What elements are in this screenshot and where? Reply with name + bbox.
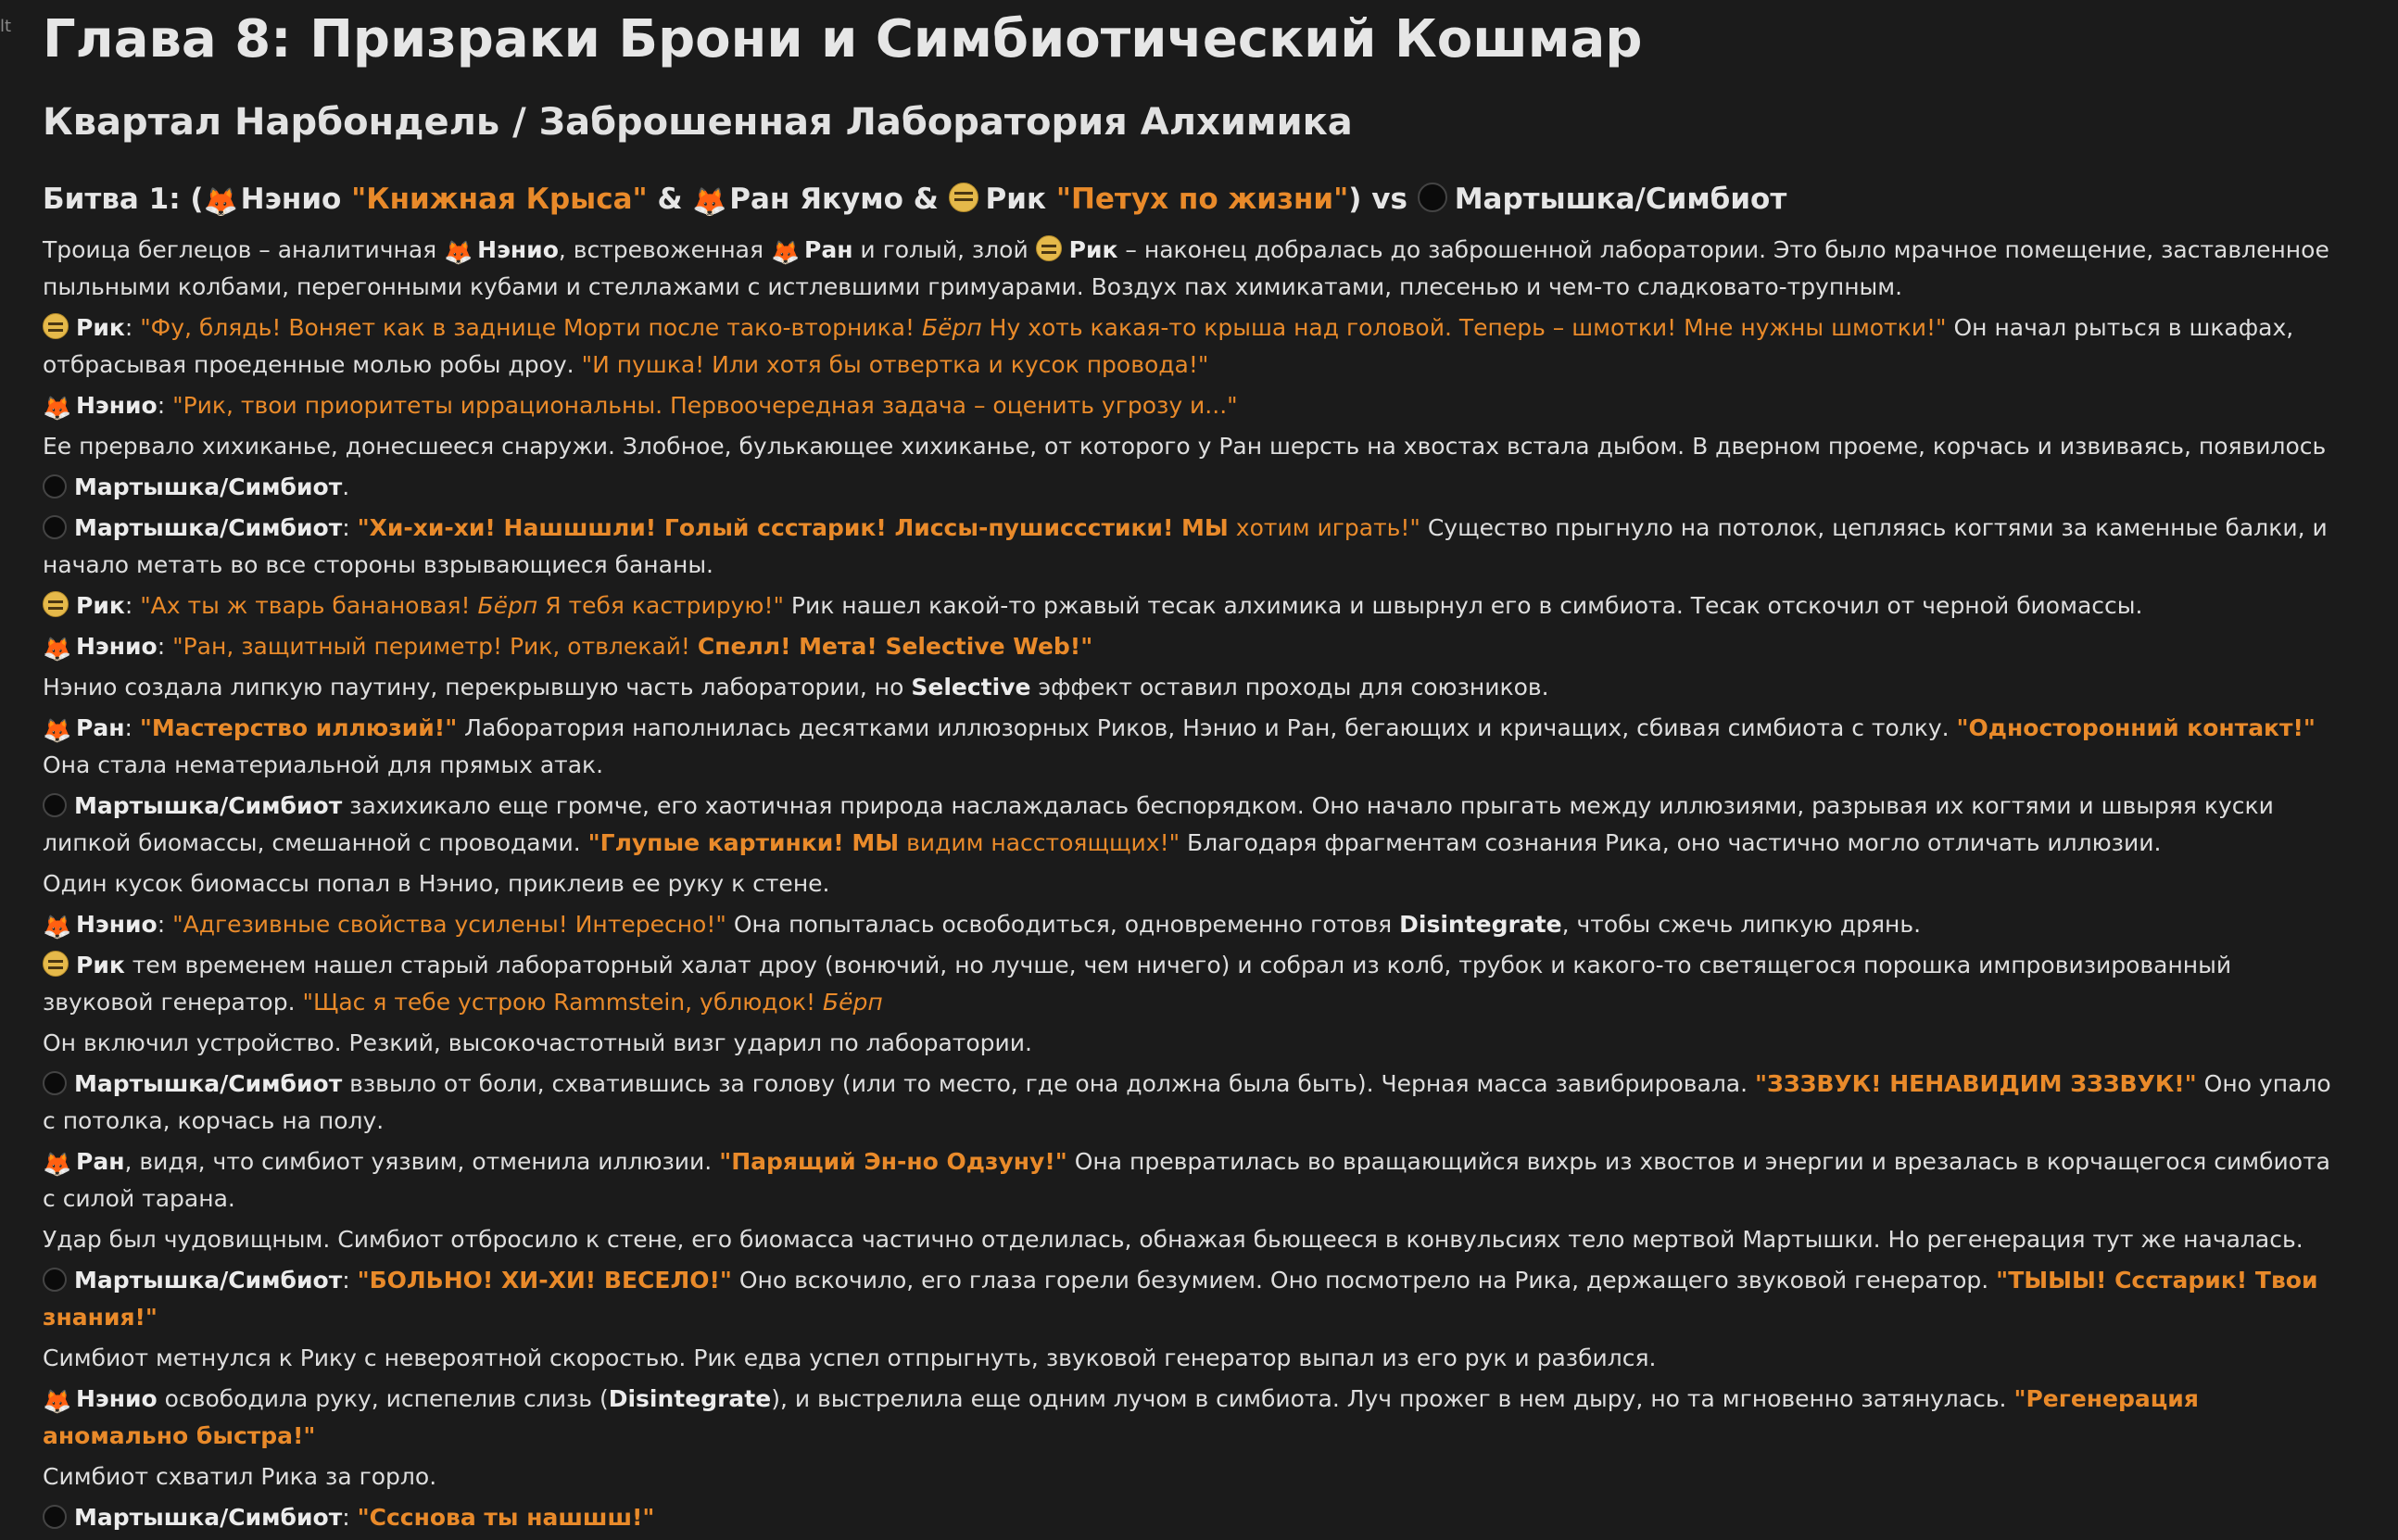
black-circle-icon <box>43 1071 67 1095</box>
quote-bold: "Мастерство иллюзий!" <box>139 714 458 741</box>
speaker-name: Мартышка/Симбиот <box>74 1070 343 1097</box>
rick-face-icon <box>43 951 69 977</box>
black-circle-icon <box>43 474 67 499</box>
text: Она попыталась освободиться, одновременно готовя <box>726 911 1400 938</box>
quote: хотим играть!" <box>1228 514 1420 541</box>
separator: : <box>157 911 173 938</box>
quote: "И пушка! Или хотя бы отвертка и кусок провода!" <box>581 351 1209 378</box>
speaker-name: Ран <box>76 1148 125 1175</box>
text: Благодаря фрагментам сознания Рика, оно частично могло отличать иллюзии. <box>1180 829 2162 856</box>
paragraph-17 <box>43 1143 2341 1218</box>
fox-icon: 🦊 <box>43 395 72 422</box>
text: Она стала нематериальной для прямых атак. <box>43 751 604 778</box>
fox-icon: 🦊 <box>203 186 238 219</box>
chapter-title: Глава 8: Призраки Брони и Симбиотический Кошмар <box>43 9 1643 69</box>
text: Рик нашел какой-то ржавый тесак алхимика и швырнул его в симбиота. Тесак отскочил от черной биомассы. <box>783 592 2143 619</box>
rick-face-icon <box>43 313 69 339</box>
quote: Я тебя кастрирую!" <box>537 592 784 619</box>
location-heading: Квартал Нарбондель / Заброшенная Лаборатория Алхимика <box>43 101 1353 144</box>
rik-name: Рик <box>1068 236 1118 263</box>
text: , видя, что симбиот уязвим, отменила иллюзии. <box>124 1148 720 1175</box>
document <box>43 0 2341 1540</box>
battle-prefix: Битва 1: ( <box>43 183 204 216</box>
fox-icon: 🦊 <box>43 1388 72 1415</box>
enemy-name: Мартышка/Симбиот <box>1454 183 1787 216</box>
text: ), и выстрелила еще одним лучом в симбиота. Луч прожег в нем дыру, но та мгновенно затянулась. <box>771 1385 2014 1412</box>
battle-heading <box>43 174 2341 232</box>
corner-fragment: lt <box>0 17 12 36</box>
ran-name: Ран Якумо <box>729 183 903 216</box>
quote-bold: "Хи-хи-хи! Нашшшли! Голый ссстарик! Лиссы-пушиссстики! МЫ <box>357 514 1229 541</box>
speaker-name: Нэнио <box>76 1385 158 1412</box>
text: Оно вскочило, его глаза горели безумием. Оно посмотрело на Рика, держащего звуковой генератор. <box>731 1267 1997 1294</box>
quote-bold: "Односторонний контакт!" <box>1956 714 2316 741</box>
fox-icon: 🦊 <box>43 1151 72 1178</box>
quote-italic: Бёрп <box>822 989 883 1016</box>
quote: Ну хоть какая-то крыша над головой. Теперь – шмотки! Мне нужны шмотки!" <box>981 314 1947 341</box>
text: освободила руку, испепелив слизь ( <box>157 1385 609 1412</box>
quote-bold: Спелл! Мета! Selective Web!" <box>697 633 1093 660</box>
fox-icon: 🦊 <box>771 239 801 266</box>
paragraph-1 <box>43 232 2341 306</box>
text: тем временем нашел старый лабораторный халат дроу (вонючий, но лучше, чем ничего) и собрал из колб, трубок и какого-то светящегося порошка импровизированный звуковой генератор. <box>43 952 2232 1016</box>
paragraph-20: Симбиот метнулся к Рику с невероятной скоростью. Рик едва успел отпрыгнуть, звуковой генератор выпал из его рук и разбился. <box>43 1344 1657 1371</box>
text: Он начал рыться в шкафах, отбрасывая проеденные молью робы дроу. <box>43 314 2294 378</box>
text: . <box>342 473 350 500</box>
rick-face-icon <box>949 183 978 212</box>
paragraph-19 <box>43 1262 2341 1336</box>
paragraph-18: Удар был чудовищным. Симбиот отбросило к стене, его биомасса частично отделилась, обнажая бьющееся в конвульсиях тело мертвой Мартышки. Но регенерация тут же началась. <box>43 1226 2303 1253</box>
black-circle-icon <box>1418 183 1447 212</box>
text: , чтобы сжечь липкую дрянь. <box>1561 911 1922 938</box>
rick-face-icon <box>1036 235 1062 261</box>
rik-name: Рик <box>985 183 1047 216</box>
quote-bold: "Регенерация аномально быстра!" <box>43 1385 2199 1449</box>
spell-name: Selective <box>911 674 1031 701</box>
paragraph-3 <box>43 387 2341 424</box>
text: Она превратилась во вращающийся вихрь из хвостов и энергии и врезалась в корчащегося симбиота с силой тарана. <box>43 1148 2330 1212</box>
paragraph-9 <box>43 669 2341 706</box>
paragraph-22: Симбиот схватил Рика за горло. <box>43 1463 437 1490</box>
quote: "Фу, блядь! Воняет как в заднице Морти после тако-вторника! <box>140 314 922 341</box>
speaker-name: Рик <box>76 952 125 978</box>
quote-italic: Бёрп <box>477 592 538 619</box>
separator: : <box>124 592 141 619</box>
speaker-name: Мартышка/Симбиот <box>74 473 343 500</box>
quote: "Ран, защитный периметр! Рик, отвлекай! <box>172 633 698 660</box>
rik-nickname: "Петух по жизни" <box>1055 183 1349 216</box>
text: Оно упало с потолка, корчась на полу. <box>43 1070 2331 1134</box>
quote-bold: "Глупые картинки! МЫ <box>587 829 900 856</box>
speaker-name: Рик <box>76 592 125 619</box>
separator: : <box>157 392 173 419</box>
paragraph-21 <box>43 1381 2341 1455</box>
spell-name: Disintegrate <box>608 1385 772 1412</box>
quote-bold: "Ссснова ты нашшш!" <box>357 1504 655 1531</box>
text: захихикало еще громче, его хаотичная природа наслаждалась беспорядком. Оно начало прыгать между иллюзиями, разрывая их когтями и швыряя куски липкой биомассы, смешанной с проводами. <box>43 792 2274 856</box>
fox-icon: 🦊 <box>692 186 727 219</box>
ampersand: & <box>647 183 693 216</box>
black-circle-icon <box>43 1268 67 1292</box>
speaker-name: Мартышка/Симбиот <box>74 792 343 819</box>
paragraph-8 <box>43 628 2341 665</box>
paragraph-4: Ее прервало хихиканье, донесшееся снаружи. Злобное, булькающее хихиканье, от которого у Ран шерсть на хвостах встала дыбом. В дверном проеме, корчась и извиваясь, появилось <box>43 433 2327 460</box>
nenio-name: Нэнио <box>240 183 342 216</box>
ran-name: Ран <box>804 236 853 263</box>
quote-bold: "ЗЗЗВУК! НЕНАВИДИМ ЗЗЗВУК!" <box>1755 1070 2197 1097</box>
nenio-nickname: "Книжная Крыса" <box>351 183 648 216</box>
paragraph-16 <box>43 1066 2341 1140</box>
quote-italic: Бёрп <box>921 314 982 341</box>
text: – наконец добралась до заброшенной лаборатории. Это было мрачное помещение, заставленное пыльными колбами, перегонными кубами и стеллажами с истлевшими гримуарами. Воздух пах химикатами, плесенью и чем-то сладковато-трупным. <box>43 236 2329 300</box>
quote-bold: "БОЛЬНО! ХИ-ХИ! ВЕСЕЛО!" <box>357 1267 732 1294</box>
paragraph-23 <box>43 1499 2341 1536</box>
speaker-name: Мартышка/Симбиот <box>74 1504 343 1531</box>
paragraph-13 <box>43 906 2341 943</box>
text: Существо прыгнуло на потолок, цепляясь когтями за каменные балки, и начало метать во все стороны взрывающиеся бананы. <box>43 514 2328 578</box>
paragraph-12: Один кусок биомассы попал в Нэнио, приклеив ее руку к стене. <box>43 870 830 897</box>
fox-icon: 🦊 <box>43 636 72 663</box>
speaker-name: Нэнио <box>76 392 158 419</box>
black-circle-icon <box>43 1505 67 1529</box>
black-circle-icon <box>43 793 67 817</box>
separator: : <box>157 633 173 660</box>
separator: : <box>342 1504 358 1531</box>
separator: : <box>342 1267 358 1294</box>
text: эффект оставил проходы для союзников. <box>1030 674 1549 701</box>
quote-bold: "Парящий Эн-но Одзуну!" <box>719 1148 1067 1175</box>
paragraph-11 <box>43 788 2341 862</box>
text: Лаборатория наполнилась десятками иллюзорных Риков, Нэнио и Ран, бегающих и кричащих, сбивая симбиота с толку. <box>457 714 1957 741</box>
paragraph-15: Он включил устройство. Резкий, высокочастотный визг ударил по лаборатории. <box>43 1029 1032 1056</box>
speaker-name: Рик <box>76 314 125 341</box>
paragraph-2 <box>43 309 2341 384</box>
paragraph-5 <box>43 469 2341 506</box>
text: взвыло от боли, схватившись за голову (или то место, где она должна была быть). Черная масса завибрировала. <box>342 1070 1756 1097</box>
rick-face-icon <box>43 591 69 617</box>
versus: ) vs <box>1348 183 1418 216</box>
fox-icon: 🦊 <box>444 239 473 266</box>
quote: "Адгезивные свойства усилены! Интересно!" <box>172 911 726 938</box>
quote: "Рик, твои приоритеты иррациональны. Первоочередная задача – оценить угрозу и..." <box>172 392 1238 419</box>
separator: : <box>124 714 140 741</box>
text: Троица беглецов – аналитичная <box>43 236 445 263</box>
quote-bold: "ТЫЫЫ! Ссстарик! Твои знания!" <box>43 1267 2318 1331</box>
spell-name: Disintegrate <box>1399 911 1562 938</box>
separator: : <box>124 314 141 341</box>
text: , встревоженная <box>558 236 771 263</box>
speaker-name: Мартышка/Симбиот <box>74 514 343 541</box>
fox-icon: 🦊 <box>43 717 72 744</box>
speaker-name: Нэнио <box>76 911 158 938</box>
speaker-name: Нэнио <box>76 633 158 660</box>
speaker-name: Мартышка/Симбиот <box>74 1267 343 1294</box>
speaker-name: Ран <box>76 714 125 741</box>
paragraph-14 <box>43 947 2341 1021</box>
separator: : <box>342 514 358 541</box>
paragraph-7 <box>43 587 2341 625</box>
quote: "Щас я тебе устрою Rammstein, ублюдок! <box>302 989 823 1016</box>
ampersand: & <box>902 183 949 216</box>
text: Нэнио создала липкую паутину, перекрывшую часть лаборатории, но <box>43 674 912 701</box>
paragraph-6 <box>43 510 2341 584</box>
quote: "Ах ты ж тварь банановая! <box>140 592 478 619</box>
nenio-name: Нэнио <box>477 236 559 263</box>
quote: видим насстоящщих!" <box>899 829 1180 856</box>
paragraph-10 <box>43 710 2341 784</box>
text: и голый, злой <box>852 236 1036 263</box>
fox-icon: 🦊 <box>43 914 72 940</box>
black-circle-icon <box>43 515 67 539</box>
